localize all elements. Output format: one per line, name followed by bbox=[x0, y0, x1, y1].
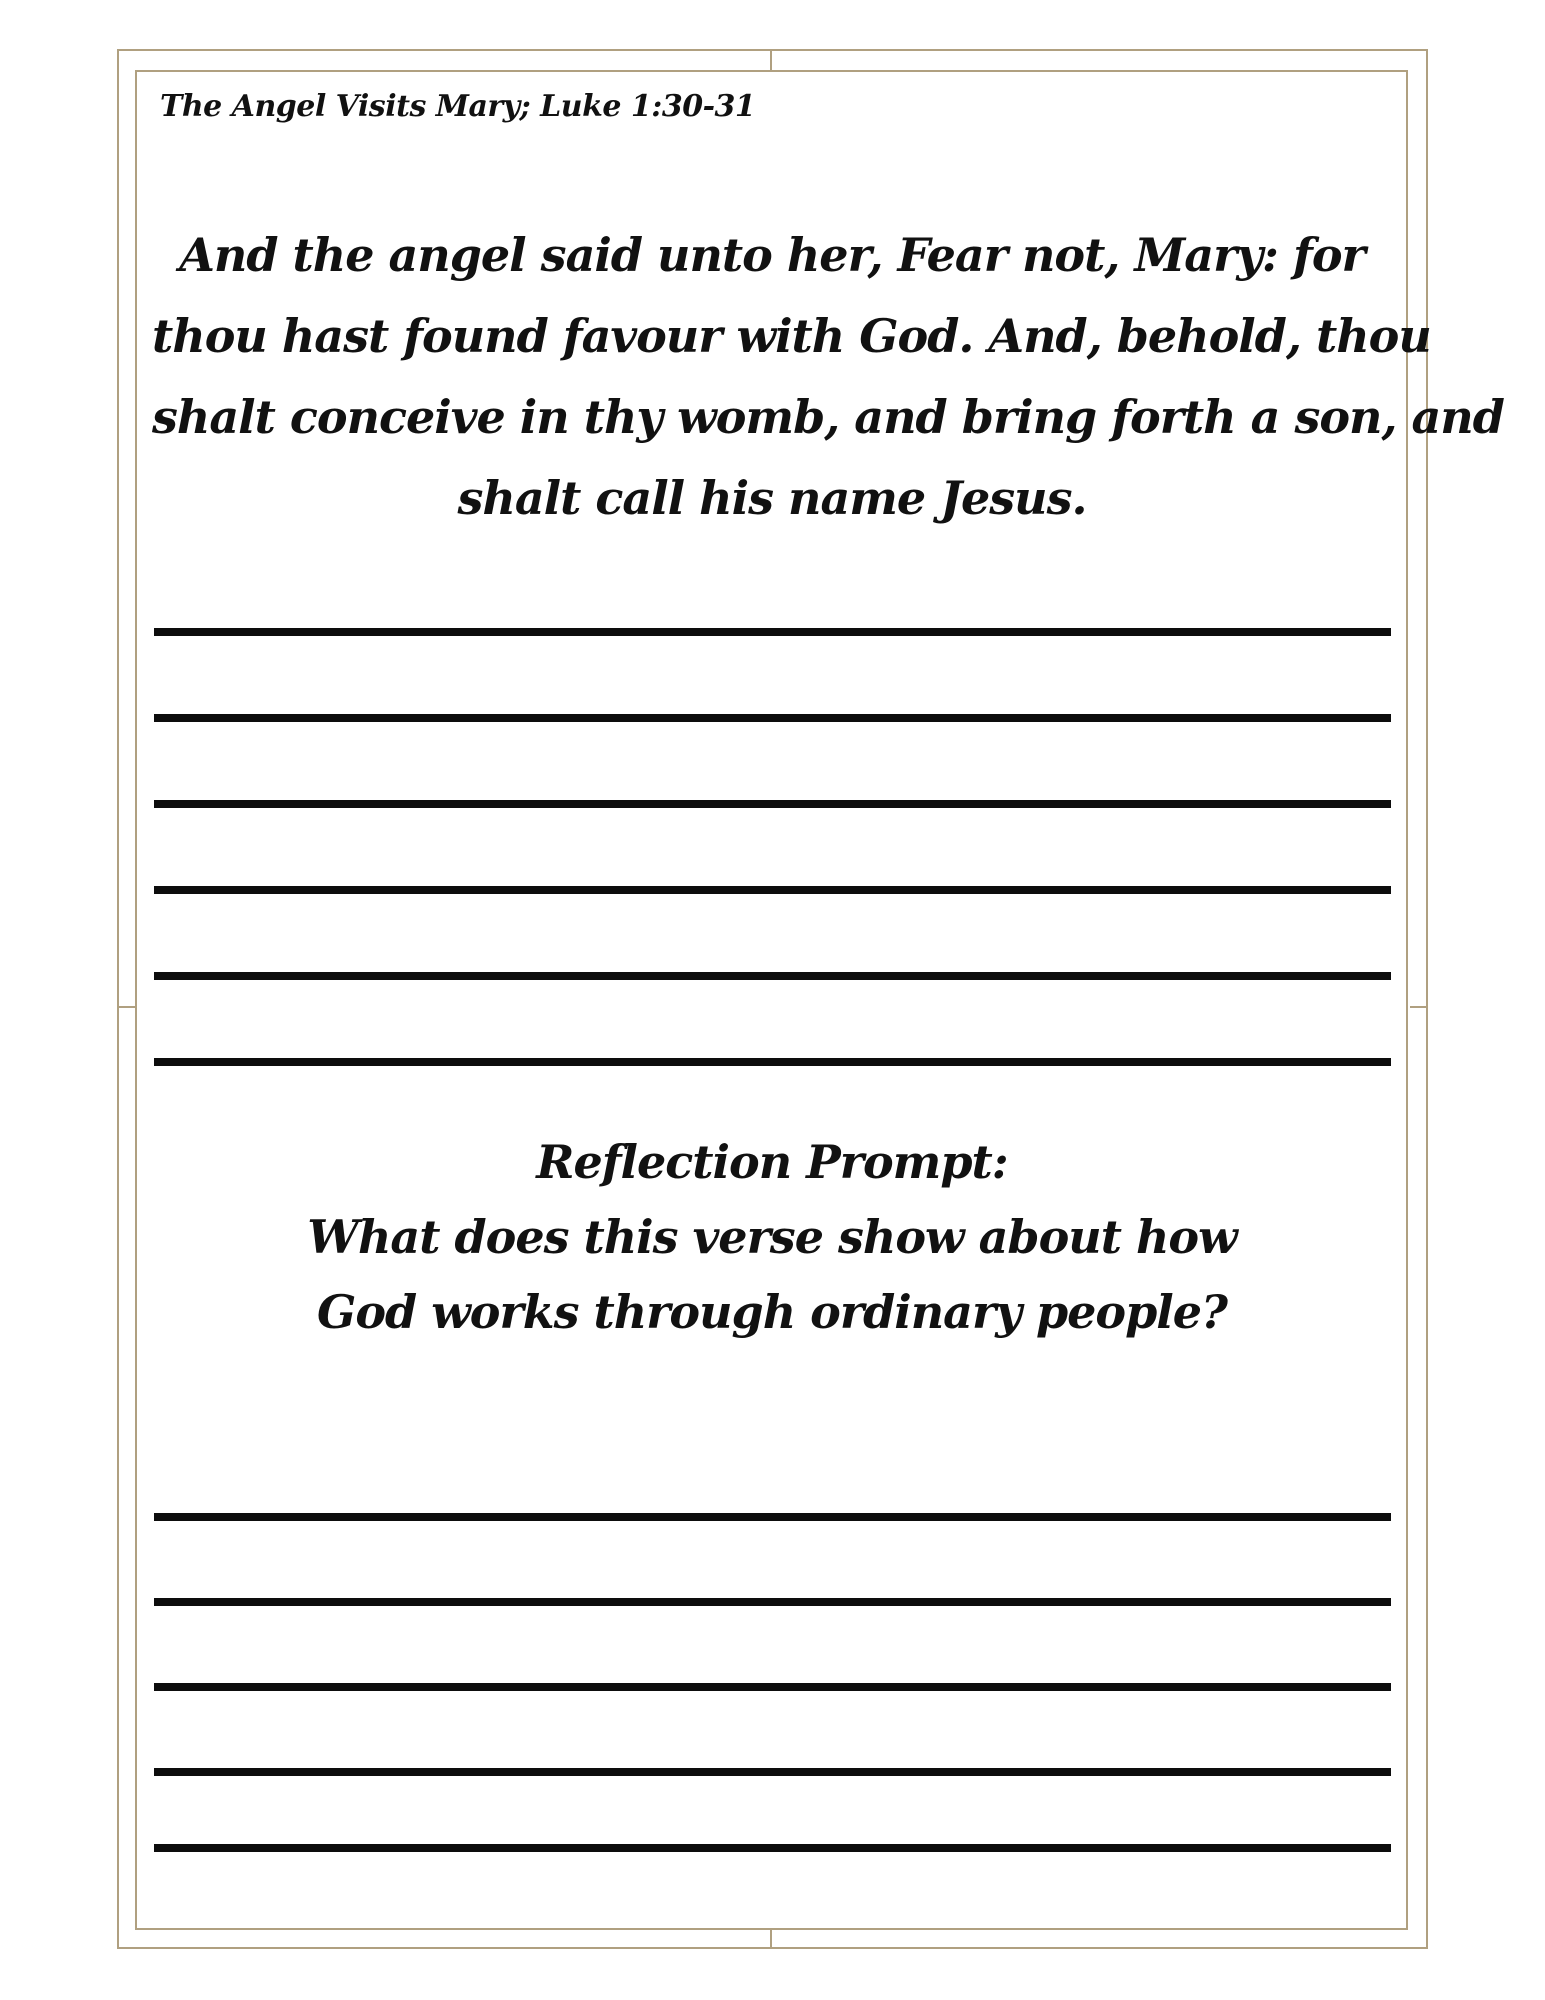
writing-line bbox=[154, 1683, 1391, 1691]
writing-line bbox=[154, 714, 1391, 722]
writing-line bbox=[154, 1768, 1391, 1776]
frame-seam-left bbox=[119, 1006, 135, 1008]
reflection-question-line: What does this verse show about how bbox=[307, 1210, 1237, 1264]
writing-line bbox=[154, 886, 1391, 894]
frame-seam-top bbox=[770, 51, 772, 70]
frame-seam-right bbox=[1410, 1006, 1428, 1008]
verse-copy-writing-lines bbox=[154, 628, 1391, 1066]
writing-line bbox=[154, 1844, 1391, 1852]
page-title: The Angel Visits Mary; Luke 1:30-31 bbox=[160, 89, 756, 124]
reflection-heading: Reflection Prompt: bbox=[536, 1135, 1008, 1189]
verse-line: And the angel said unto her, Fear not, Mary: for bbox=[179, 228, 1365, 282]
writing-line bbox=[154, 1598, 1391, 1606]
reflection-question-line: God works through ordinary people? bbox=[317, 1285, 1227, 1339]
verse-line: thou hast found favour with God. And, behold, thou bbox=[152, 309, 1431, 363]
verse-line: shalt conceive in thy womb, and bring forth a son, and bbox=[152, 390, 1504, 444]
writing-line bbox=[154, 628, 1391, 636]
writing-line bbox=[154, 1513, 1391, 1521]
writing-line bbox=[154, 1058, 1391, 1066]
reflection-answer-writing-lines bbox=[154, 1513, 1391, 1929]
writing-line bbox=[154, 972, 1391, 980]
writing-line bbox=[154, 800, 1391, 808]
verse-text bbox=[152, 215, 1504, 539]
frame-seam-bottom bbox=[770, 1930, 772, 1949]
verse-line: shalt call his name Jesus. bbox=[457, 471, 1087, 525]
reflection-prompt bbox=[152, 1125, 1392, 1350]
